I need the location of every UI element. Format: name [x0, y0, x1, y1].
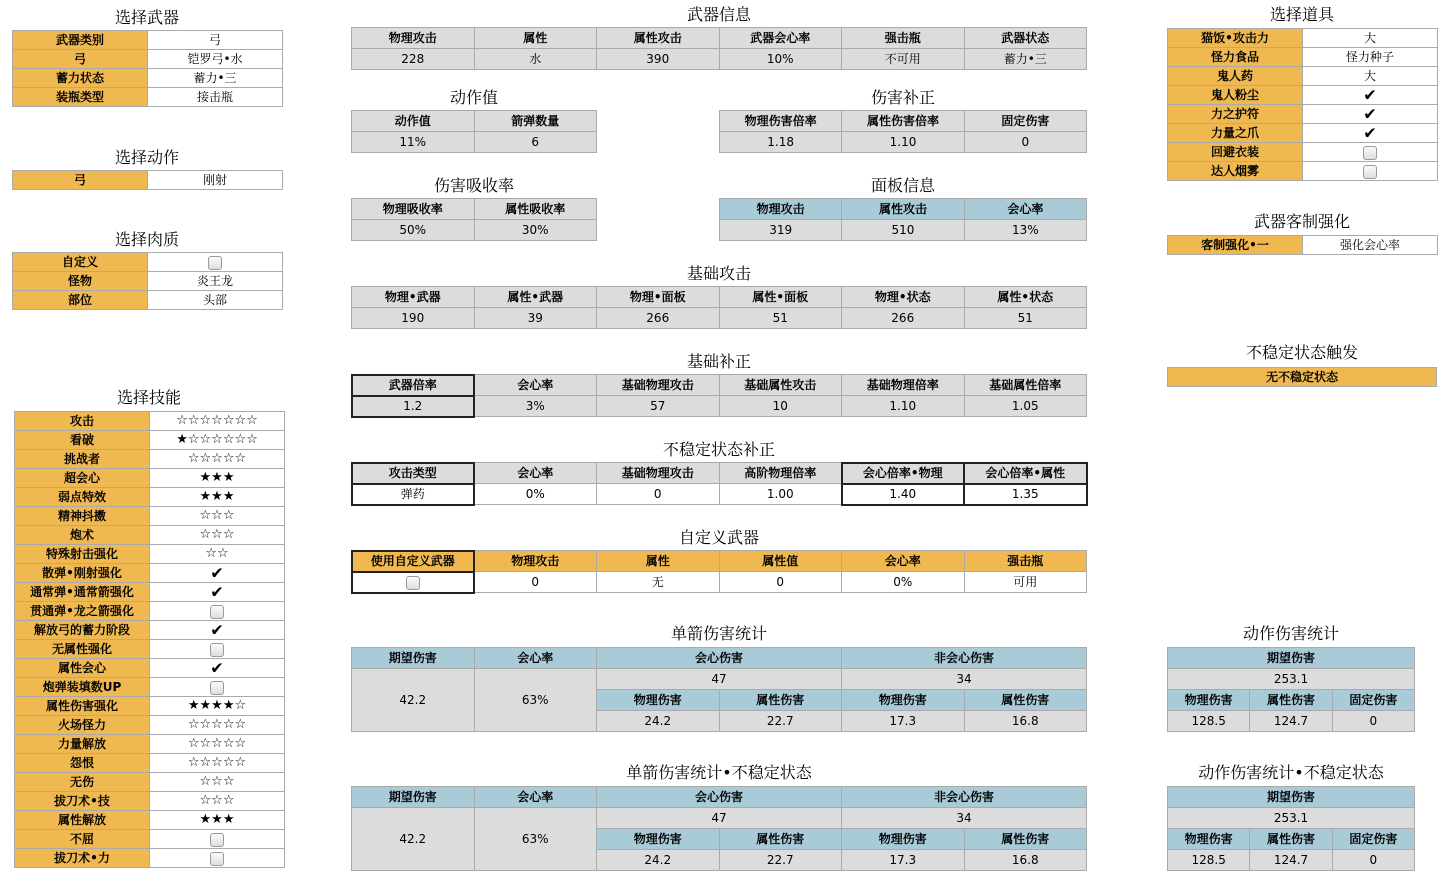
skill-row: [15, 526, 285, 545]
skill-row: [15, 602, 285, 621]
custom-reinforce-title: 武器客制强化: [1253, 212, 1350, 231]
value-cell: 3%: [474, 396, 597, 417]
item-row: [1168, 67, 1438, 86]
damage-fix-title: 伤害补正: [870, 88, 935, 107]
skill-row: [15, 754, 285, 773]
checkbox[interactable]: [210, 852, 224, 866]
skill-level-select[interactable]: ☆☆☆: [150, 792, 285, 811]
value-cell: 0: [964, 132, 1086, 153]
unstable-trigger-table: [1167, 367, 1437, 387]
skill-level-select[interactable]: ★☆☆☆☆☆☆: [150, 431, 285, 450]
panel-info-table: [719, 198, 1087, 241]
monster-select[interactable]: 炎王龙: [148, 272, 283, 291]
value-cell: 57: [597, 396, 720, 417]
skill-section-title: 选择技能: [116, 388, 181, 407]
custom-reinforce-label: 客制强化•一: [1168, 236, 1303, 255]
skill-level-select[interactable]: ☆☆☆☆☆: [150, 450, 285, 469]
custom-weapon-input[interactable]: 无: [597, 572, 720, 593]
skill-level-select[interactable]: [150, 659, 285, 678]
column-header: 物理攻击: [720, 199, 842, 220]
column-header: 会心率: [842, 551, 965, 572]
element-damage-header: 属性伤害: [964, 690, 1087, 711]
custom-flesh-checkbox[interactable]: [208, 256, 222, 270]
check-icon[interactable]: ✔: [1363, 104, 1377, 124]
column-header: 武器倍率: [352, 375, 475, 396]
action-label: 弓: [13, 171, 148, 190]
fixed-damage-header: 固定伤害: [1332, 829, 1414, 850]
checkbox[interactable]: [210, 833, 224, 847]
value-cell: 39: [474, 308, 597, 329]
items-select-table: [1167, 28, 1438, 181]
flesh-select-table: [12, 252, 283, 310]
crit-damage-total: 47: [597, 808, 842, 829]
fixed-damage-value: 0: [1332, 850, 1414, 871]
motion-value-title: 动作值: [449, 88, 498, 107]
column-header: 属性: [474, 28, 597, 49]
skill-level-select[interactable]: ☆☆☆: [150, 526, 285, 545]
column-header: 基础物理攻击: [597, 375, 720, 396]
weapon-type-select[interactable]: 弓: [148, 31, 283, 50]
column-header: 物理•面板: [597, 287, 720, 308]
single-unstable-title: 单箭伤害统计•不稳定状态: [626, 763, 812, 782]
item-select[interactable]: [1303, 162, 1438, 181]
skill-row: [15, 716, 285, 735]
skill-row: [15, 830, 285, 849]
column-header: 会心率: [474, 463, 597, 484]
skill-row: [15, 773, 285, 792]
crit-rate-value: 63%: [474, 808, 597, 871]
crit-damage-header: 会心伤害: [597, 648, 842, 669]
item-row: [1168, 162, 1438, 181]
skill-label: 无伤: [15, 773, 150, 792]
coating-type-label: 装瓶类型: [13, 88, 148, 107]
skill-level-select[interactable]: ☆☆☆☆☆☆☆: [150, 412, 285, 431]
item-row: [1168, 86, 1438, 105]
value-cell: 51: [964, 308, 1087, 329]
item-select[interactable]: [1303, 105, 1438, 124]
flesh-section-title: 选择肉质: [114, 230, 179, 249]
value-cell: 0%: [474, 484, 597, 505]
physical-damage-header: 物理伤害: [597, 829, 720, 850]
column-header: 物理•状态: [842, 287, 965, 308]
expected-damage-value: 42.2: [352, 669, 475, 732]
custom-weapon-input[interactable]: 0: [474, 572, 597, 593]
value-cell: 蓄力•三: [964, 49, 1087, 70]
unstable-fix-table: [351, 462, 1087, 505]
skill-label: 不屈: [15, 830, 150, 849]
value-cell: 1.2: [352, 396, 475, 417]
skill-label: 通常弹•通常箭强化: [15, 583, 150, 602]
value-cell: 6: [474, 132, 597, 153]
value-cell: 1.10: [842, 132, 964, 153]
checkbox[interactable]: [210, 681, 224, 695]
item-label: 回避衣装: [1168, 143, 1303, 162]
value-cell: 13%: [964, 220, 1086, 241]
element-damage-value: 124.7: [1250, 711, 1332, 732]
checkbox[interactable]: [1363, 165, 1377, 179]
value-cell: 51: [719, 308, 842, 329]
skill-level-select[interactable]: [150, 830, 285, 849]
item-select[interactable]: [1303, 86, 1438, 105]
value-cell: 不可用: [842, 49, 965, 70]
physical-damage-header: 物理伤害: [842, 829, 965, 850]
skill-label: 弱点特效: [15, 488, 150, 507]
skill-row: [15, 450, 285, 469]
crit-physical-value: 24.2: [597, 711, 720, 732]
value-cell: 30%: [474, 220, 597, 241]
crit-rate-header: 会心率: [474, 787, 597, 808]
check-icon[interactable]: ✔: [210, 563, 224, 583]
expected-damage-value: 253.1: [1168, 808, 1415, 829]
element-damage-header: 属性伤害: [1250, 690, 1332, 711]
item-label: 鬼人药: [1168, 67, 1303, 86]
part-label: 部位: [13, 291, 148, 310]
custom-weapon-input[interactable]: 可用: [964, 572, 1087, 593]
unstable-trigger-select[interactable]: 无不稳定状态: [1168, 368, 1437, 387]
skill-level-select[interactable]: ☆☆☆☆☆: [150, 716, 285, 735]
item-label: 猫饭•攻击力: [1168, 29, 1303, 48]
skill-level-select[interactable]: ★★★: [150, 488, 285, 507]
expected-damage-value: 253.1: [1168, 669, 1415, 690]
skill-level-select[interactable]: ☆☆☆: [150, 773, 285, 792]
value-cell: 弹药: [352, 484, 475, 505]
damage-fix-table: [719, 110, 1087, 153]
skill-row: [15, 621, 285, 640]
check-icon[interactable]: ✔: [210, 582, 224, 602]
skill-label: 拔刀术•力: [15, 849, 150, 868]
column-header: 物理伤害倍率: [720, 111, 842, 132]
column-header: 属性•面板: [719, 287, 842, 308]
motion-value-table: [351, 110, 597, 153]
crit-rate-header: 会心率: [474, 648, 597, 669]
skill-level-select[interactable]: [150, 678, 285, 697]
noncrit-physical-value: 17.3: [842, 850, 965, 871]
column-header: 动作值: [352, 111, 475, 132]
column-header: 基础物理攻击: [597, 463, 720, 484]
column-header: 基础物理倍率: [842, 375, 965, 396]
value-cell: 50%: [352, 220, 475, 241]
base-fix-table: [351, 374, 1087, 417]
element-damage-header: 属性伤害: [964, 829, 1087, 850]
check-icon[interactable]: ✔: [1363, 123, 1377, 143]
physical-damage-value: 128.5: [1168, 850, 1250, 871]
skill-label: 超会心: [15, 469, 150, 488]
fixed-damage-header: 固定伤害: [1332, 690, 1414, 711]
skill-row: [15, 469, 285, 488]
skill-label: 属性会心: [15, 659, 150, 678]
column-header: 会心率: [964, 199, 1086, 220]
value-cell: 10: [719, 396, 842, 417]
physical-damage-header: 物理伤害: [597, 690, 720, 711]
value-cell: 390: [597, 49, 720, 70]
weapon-info-table: [351, 27, 1087, 70]
column-header: 属性•武器: [474, 287, 597, 308]
base-attack-table: [351, 286, 1087, 329]
column-header: 属性伤害倍率: [842, 111, 964, 132]
skill-label: 炮术: [15, 526, 150, 545]
item-label: 达人烟雾: [1168, 162, 1303, 181]
item-label: 怪力食品: [1168, 48, 1303, 67]
skill-level-select[interactable]: ☆☆☆☆☆: [150, 735, 285, 754]
column-header: 物理•武器: [352, 287, 475, 308]
column-header: 强击瓶: [964, 551, 1087, 572]
column-header: 武器状态: [964, 28, 1087, 49]
skill-level-select[interactable]: ☆☆☆: [150, 507, 285, 526]
column-header: 基础属性攻击: [719, 375, 842, 396]
check-icon[interactable]: ✔: [1363, 85, 1377, 105]
skill-level-select[interactable]: [150, 583, 285, 602]
item-select[interactable]: 怪力种子: [1303, 48, 1438, 67]
skill-label: 属性解放: [15, 811, 150, 830]
skill-level-select[interactable]: [150, 640, 285, 659]
action-unstable-title: 动作伤害统计•不稳定状态: [1198, 763, 1384, 782]
expected-damage-header: 期望伤害: [1168, 787, 1415, 808]
skill-row: [15, 849, 285, 868]
skill-select-table: [14, 411, 285, 868]
weapon-type-label: 武器类别: [13, 31, 148, 50]
physical-damage-header: 物理伤害: [1168, 690, 1250, 711]
value-cell: 0: [597, 484, 720, 505]
column-header: 强击瓶: [842, 28, 965, 49]
noncrit-damage-header: 非会心伤害: [842, 787, 1087, 808]
check-icon[interactable]: ✔: [210, 620, 224, 640]
skill-row: [15, 431, 285, 450]
element-damage-value: 124.7: [1250, 850, 1332, 871]
physical-damage-header: 物理伤害: [842, 690, 965, 711]
skill-row: [15, 811, 285, 830]
skill-row: [15, 697, 285, 716]
skill-row: [15, 507, 285, 526]
skill-label: 火场怪力: [15, 716, 150, 735]
custom-weapon-title: 自定义武器: [678, 528, 759, 547]
weapon-label: 弓: [13, 50, 148, 69]
skill-level-select[interactable]: ★★★: [150, 811, 285, 830]
column-header: 物理吸收率: [352, 199, 475, 220]
crit-element-value: 22.7: [719, 850, 842, 871]
skill-level-select[interactable]: [150, 564, 285, 583]
noncrit-damage-header: 非会心伤害: [842, 648, 1087, 669]
check-icon[interactable]: ✔: [210, 658, 224, 678]
use-custom-weapon-cell[interactable]: [352, 572, 475, 593]
skill-label: 挑战者: [15, 450, 150, 469]
action-select[interactable]: 刚射: [148, 171, 283, 190]
fixed-damage-value: 0: [1332, 711, 1414, 732]
element-damage-header: 属性伤害: [1250, 829, 1332, 850]
expected-damage-header: 期望伤害: [1168, 648, 1415, 669]
absorb-table: [351, 198, 597, 241]
item-select[interactable]: 大: [1303, 29, 1438, 48]
charge-state-label: 蓄力状态: [13, 69, 148, 88]
skill-label: 解放弓的蓄力阶段: [15, 621, 150, 640]
single-damage-table: [351, 647, 1087, 732]
value-cell: 1.18: [720, 132, 842, 153]
action-damage-table: [1167, 647, 1415, 732]
item-row: [1168, 143, 1438, 162]
value-cell: 1.10: [842, 396, 965, 417]
weapon-info-title: 武器信息: [686, 5, 751, 24]
item-row: [1168, 124, 1438, 143]
unstable-trigger-title: 不稳定状态触发: [1245, 343, 1358, 362]
skill-row: [15, 583, 285, 602]
noncrit-physical-value: 17.3: [842, 711, 965, 732]
column-header: 基础属性倍率: [964, 375, 1087, 396]
skill-level-select[interactable]: ★★★: [150, 469, 285, 488]
noncrit-element-value: 16.8: [964, 711, 1087, 732]
skill-row: [15, 659, 285, 678]
skill-row: [15, 792, 285, 811]
skill-label: 怨恨: [15, 754, 150, 773]
skill-row: [15, 412, 285, 431]
skill-label: 贯通弹•龙之箭强化: [15, 602, 150, 621]
unstable-fix-title: 不稳定状态补正: [662, 440, 775, 459]
column-header: 攻击类型: [352, 463, 475, 484]
base-attack-title: 基础攻击: [686, 264, 751, 283]
custom-flesh-label: 自定义: [13, 253, 148, 272]
crit-rate-value: 63%: [474, 669, 597, 732]
checkbox[interactable]: [210, 643, 224, 657]
value-cell: 1.00: [719, 484, 842, 505]
value-cell: 水: [474, 49, 597, 70]
skill-label: 攻击: [15, 412, 150, 431]
base-fix-title: 基础补正: [686, 352, 751, 371]
column-header: 属性吸收率: [474, 199, 597, 220]
skill-label: 拔刀术•技: [15, 792, 150, 811]
column-header: 属性攻击: [597, 28, 720, 49]
skill-label: 精神抖擞: [15, 507, 150, 526]
checkbox[interactable]: [210, 605, 224, 619]
skill-label: 无属性强化: [15, 640, 150, 659]
charge-state-select[interactable]: 蓄力•三: [148, 69, 283, 88]
value-cell: 1.35: [964, 484, 1087, 505]
item-select[interactable]: [1303, 124, 1438, 143]
weapon-select-table: [12, 30, 283, 107]
item-label: 力之护符: [1168, 105, 1303, 124]
single-damage-title: 单箭伤害统计: [670, 624, 767, 643]
item-label: 力量之爪: [1168, 124, 1303, 143]
expected-damage-header: 期望伤害: [352, 648, 475, 669]
column-header: 物理攻击: [474, 551, 597, 572]
column-header: 使用自定义武器: [352, 551, 475, 572]
part-select[interactable]: 头部: [148, 291, 283, 310]
item-row: [1168, 48, 1438, 67]
skill-label: 属性伤害强化: [15, 697, 150, 716]
coating-type-select[interactable]: 接击瓶: [148, 88, 283, 107]
skill-row: [15, 640, 285, 659]
expected-damage-header: 期望伤害: [352, 787, 475, 808]
value-cell: 1.40: [842, 484, 965, 505]
column-header: 高阶物理倍率: [719, 463, 842, 484]
action-unstable-damage-table: [1167, 786, 1415, 871]
value-cell: 228: [352, 49, 475, 70]
column-header: 物理攻击: [352, 28, 475, 49]
crit-element-value: 22.7: [719, 711, 842, 732]
skill-level-select[interactable]: [150, 621, 285, 640]
noncrit-damage-total: 34: [842, 808, 1087, 829]
monster-label: 怪物: [13, 272, 148, 291]
crit-damage-header: 会心伤害: [597, 787, 842, 808]
skill-label: 散弹•刚射强化: [15, 564, 150, 583]
value-cell: 266: [597, 308, 720, 329]
skill-row: [15, 488, 285, 507]
action-section-title: 选择动作: [114, 148, 179, 167]
custom-weapon-input[interactable]: 0%: [842, 572, 965, 593]
skill-level-select[interactable]: ★★★★☆: [150, 697, 285, 716]
column-header: 固定伤害: [964, 111, 1086, 132]
element-damage-header: 属性伤害: [719, 690, 842, 711]
column-header: 武器会心率: [719, 28, 842, 49]
skill-level-select[interactable]: ☆☆☆☆☆: [150, 754, 285, 773]
value-cell: 1.05: [964, 396, 1087, 417]
skill-label: 特殊射击强化: [15, 545, 150, 564]
skill-level-select[interactable]: [150, 849, 285, 868]
value-cell: 319: [720, 220, 842, 241]
item-select[interactable]: 大: [1303, 67, 1438, 86]
item-select[interactable]: [1303, 143, 1438, 162]
weapon-section-title: 选择武器: [114, 8, 179, 27]
column-header: 会心倍率•物理: [842, 463, 965, 484]
noncrit-element-value: 16.8: [964, 850, 1087, 871]
custom-reinforce-select[interactable]: 强化会心率: [1303, 236, 1438, 255]
expected-damage-value: 42.2: [352, 808, 475, 871]
item-row: [1168, 29, 1438, 48]
custom-weapon-input[interactable]: 0: [719, 572, 842, 593]
skill-label: 炮弹装填数UP: [15, 678, 150, 697]
skill-row: [15, 678, 285, 697]
value-cell: 190: [352, 308, 475, 329]
crit-damage-total: 47: [597, 669, 842, 690]
value-cell: 510: [842, 220, 964, 241]
single-unstable-damage-table: [351, 786, 1087, 871]
action-damage-title: 动作伤害统计: [1242, 624, 1339, 643]
column-header: 会心率: [474, 375, 597, 396]
item-row: [1168, 105, 1438, 124]
value-cell: 10%: [719, 49, 842, 70]
column-header: 属性值: [719, 551, 842, 572]
action-select-table: [12, 170, 283, 190]
custom-weapon-table: [351, 550, 1087, 593]
checkbox[interactable]: [1363, 146, 1377, 160]
skill-row: [15, 545, 285, 564]
value-cell: 266: [842, 308, 965, 329]
column-header: 属性攻击: [842, 199, 964, 220]
skill-row: [15, 735, 285, 754]
custom-flesh-cell: [148, 253, 283, 272]
value-cell: 11%: [352, 132, 475, 153]
column-header: 箭弹数量: [474, 111, 597, 132]
use-custom-weapon-checkbox[interactable]: [406, 576, 420, 590]
crit-physical-value: 24.2: [597, 850, 720, 871]
skill-level-select[interactable]: [150, 602, 285, 621]
column-header: 属性: [597, 551, 720, 572]
noncrit-damage-total: 34: [842, 669, 1087, 690]
column-header: 会心倍率•属性: [964, 463, 1087, 484]
panel-info-title: 面板信息: [870, 176, 935, 195]
skill-label: 力量解放: [15, 735, 150, 754]
skill-row: [15, 564, 285, 583]
custom-reinforce-table: [1167, 235, 1438, 255]
physical-damage-value: 128.5: [1168, 711, 1250, 732]
skill-level-select[interactable]: ☆☆: [150, 545, 285, 564]
weapon-select[interactable]: 铠罗弓•水: [148, 50, 283, 69]
physical-damage-header: 物理伤害: [1168, 829, 1250, 850]
item-label: 鬼人粉尘: [1168, 86, 1303, 105]
element-damage-header: 属性伤害: [719, 829, 842, 850]
items-section-title: 选择道具: [1269, 5, 1334, 24]
column-header: 属性•状态: [964, 287, 1087, 308]
skill-label: 看破: [15, 431, 150, 450]
absorb-title: 伤害吸收率: [433, 176, 514, 195]
